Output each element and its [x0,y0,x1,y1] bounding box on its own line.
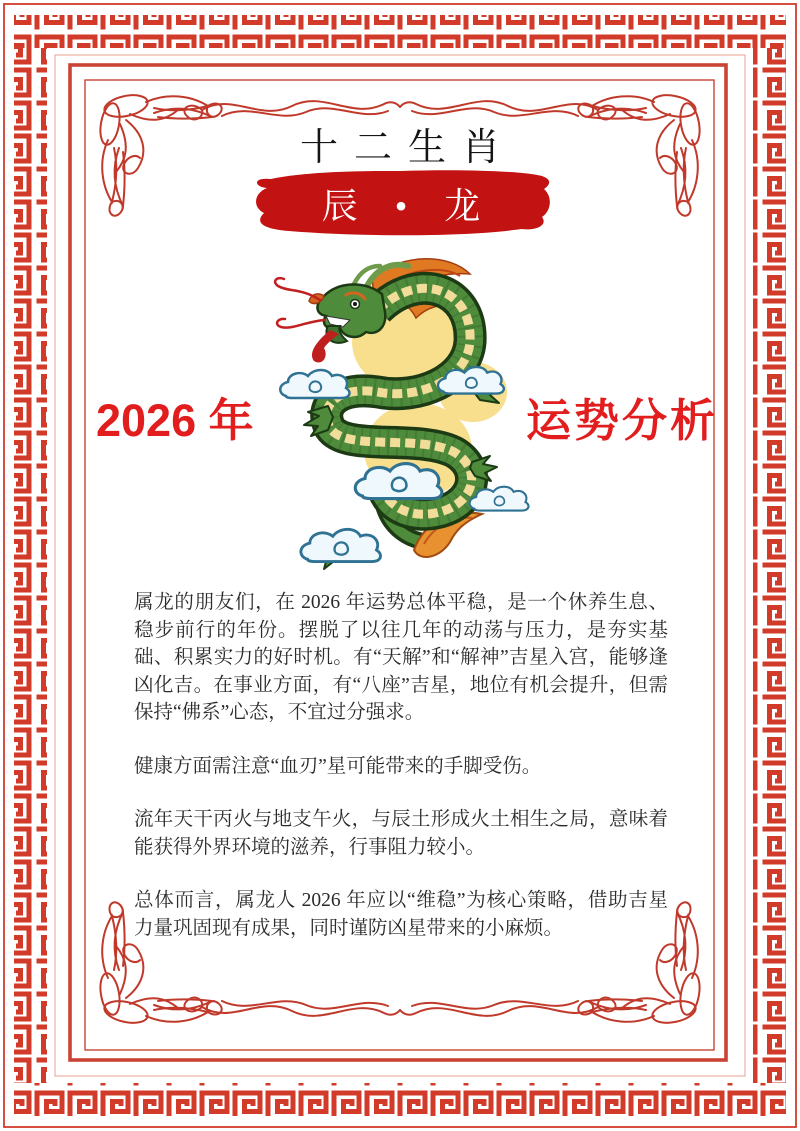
meander-band-top [14,15,786,48]
paragraph-summary: 总体而言，属龙人 2026 年应以“维稳”为核心策略，借助吉星力量巩固现有成果，同时谨防凶星带来的小麻烦。 [134,890,668,939]
cloud [280,370,349,398]
garland-bottom [184,998,615,1016]
cloud [355,464,442,499]
paragraph-elements: 流年天干丙火与地支午火，与辰土形成火土相生之局，意味着能获得外界环境的滋养，行事阻力较小。 [134,809,668,858]
dragon-illustration [268,250,532,590]
zodiac-banner [249,168,553,238]
year-label: 2026 年 [96,395,254,446]
series-title: 十二生肖 [299,127,516,169]
paragraph-health: 健康方面需注意“血刃”星可能带来的手脚受伤。 [134,755,542,777]
meander-band-bottom [14,1083,786,1116]
meander-band-right [753,48,786,1083]
cloud [301,529,381,561]
zodiac-banner-label: 辰 • 龙 [321,185,495,226]
analysis-label: 运势分析 [525,395,718,446]
meander-band-left [14,48,47,1083]
paragraph-overview: 属龙的朋友们，在 2026 年运势总体平稳，是一个休养生息、稳步前行的年份。摆脱了以往几年的动荡与压力，是夯实基础、积累实力的好时机。有“天解”和“解神”吉星入宫，能够逢凶化吉。在事业方面，有“八座”吉星，地位有机会提升，但需保持“佛系”心态，不宜过分强求。 [134,592,668,723]
fortune-text-block [134,589,668,942]
